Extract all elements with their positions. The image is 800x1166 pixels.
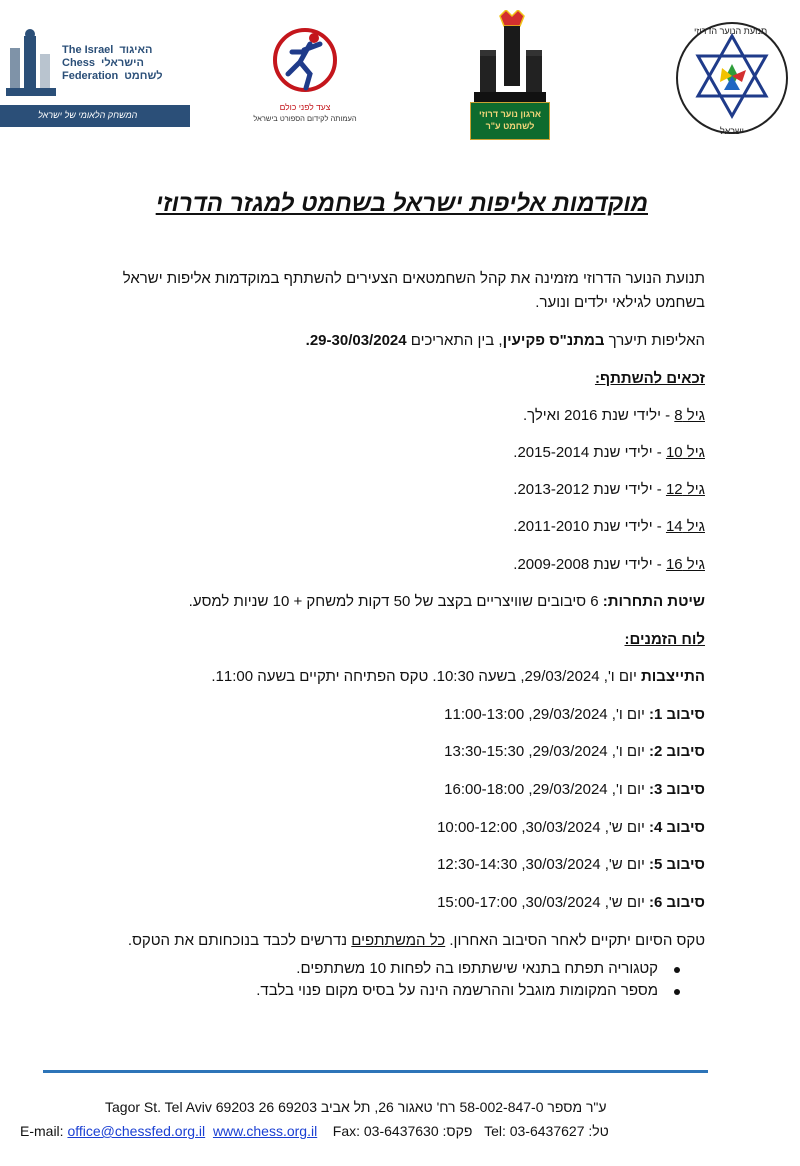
bullet-icon (674, 989, 680, 995)
checkin-line: התייצבות יום ו', 29/03/2024, בשעה 10:30. טקס הפתיחה יתקיים בשעה 11:00. (211, 668, 705, 685)
website-link[interactable]: www.chess.org.il (212, 1123, 318, 1139)
eligibility-item: גיל 14 - ילידי שנת 2011-2010. (513, 518, 705, 535)
israel-chess-federation-logo (0, 22, 190, 128)
footer-contacts (20, 1122, 609, 1140)
eligibility-item: גיל 8 - ילידי שנת 2016 ואילך. (522, 407, 705, 424)
bullet-icon (674, 967, 680, 973)
page-title: מוקדמות אליפות ישראל בשחמט למגזר הדרוזי (155, 190, 648, 217)
eligibility-item: גיל 12 - ילידי שנת 2013-2012. (513, 481, 705, 498)
eligibility-item: גיל 16 - ילידי שנת 2009-2008. (513, 556, 705, 573)
eligibility-item: גיל 10 - ילידי שנת 2015-2014. (513, 444, 705, 461)
venue-line: האליפות תיערך במתנ"ס פקיעין, בין התאריכים 29-30/03/2024. (305, 332, 705, 349)
schedule-heading: לוח הזמנים: (624, 631, 705, 648)
list-item: קטגוריה תפתח בתנאי שישתתפו בה לפחות 10 משתתפים. (100, 958, 680, 980)
druze-chess-caption: ארגון נוער דרוזי לשחמט ע"ר (478, 109, 542, 131)
round-row: סיבוב 2: יום ו', 29/03/2024, 13:30-15:30 (444, 743, 705, 760)
druze-youth-movement-logo (672, 6, 792, 146)
sport-caption: צעד לפני כולם העמותה לקידום הספורט בישראל (253, 102, 357, 123)
footer-address: ע"ר מספר 58-002-847-0 רח' טאגור 26, תל אביב 69203 26 Tagor St. Tel Aviv 69203 (105, 1099, 607, 1115)
round-row: סיבוב 6: יום ש', 30/03/2024, 15:00-17:00 (437, 894, 705, 911)
closing-line: טקס הסיום יתקיים לאחר הסיבוב האחרון. כל המשתתפים נדרשים לכבד בנוכחותם את הטקס. (127, 932, 705, 949)
round-row: סיבוב 4: יום ש', 30/03/2024, 10:00-12:00 (437, 819, 705, 836)
round-row: סיבוב 1: יום ו', 29/03/2024, 11:00-13:00 (444, 706, 705, 723)
round-row: סיבוב 5: יום ש', 30/03/2024, 12:30-14:30 (437, 856, 705, 873)
footer-divider (43, 1070, 708, 1073)
eligibility-heading: זכאים להשתתף: (594, 370, 705, 387)
intro-line-2: בשחמט לגילאי ילדים ונוער. (535, 294, 705, 311)
ifc-name: The Israel האיגוד Chess הישראלי Federation לשחמט (62, 44, 163, 82)
notes-list (100, 958, 680, 1002)
fax-number: Fax: 03-6437630 :פקס (332, 1123, 473, 1139)
email-link[interactable]: office@chessfed.org.il (67, 1123, 206, 1139)
intro-line-1: תנועת הנוער הדרוזי מזמינה את קהל השחמטאים הצעירים להשתתף במוקדמות אליפות ישראל (122, 270, 705, 287)
runner-icon (270, 22, 340, 100)
round-row: סיבוב 3: יום ו', 29/03/2024, 16:00-18:00 (444, 781, 705, 798)
ifc-tagline: המשחק הלאומי של ישראל (38, 110, 138, 120)
tel-number: Tel: 03-6437627 :טל (484, 1123, 609, 1139)
youth-top-text: תנועת הנוער הדרוזי (694, 26, 768, 36)
system-line: שיטת התחרות: 6 סיבובים שוויצריים בקצב של 50 דקות למשחק + 10 שניות למסע. (188, 593, 705, 610)
chess-pieces-icon (4, 28, 60, 100)
youth-bottom-text: ישראל (720, 126, 744, 136)
email-label: E-mail: (20, 1123, 64, 1139)
druze-chess-org-logo (470, 10, 550, 140)
chess-king-icon (470, 10, 550, 106)
sport-association-logo (255, 22, 355, 124)
list-item: מספר המקומות מוגבל וההרשמה הינה על בסיס מקום פנוי בלבד. (100, 980, 680, 1002)
